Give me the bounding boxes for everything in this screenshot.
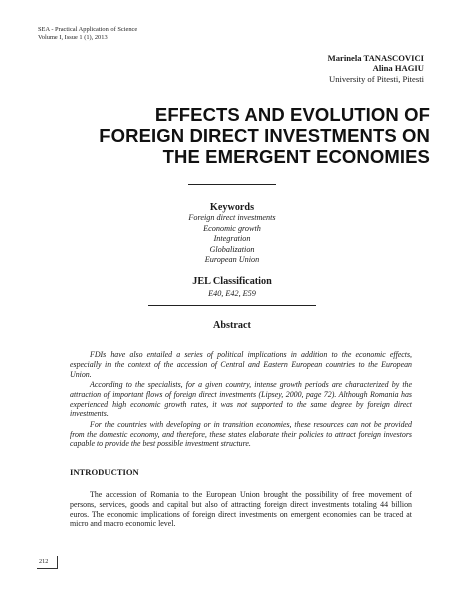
keywords-heading: Keywords [209,202,255,213]
author-block [328,53,424,84]
keyword-item: Globalization [209,244,255,254]
introduction-heading: INTRODUCTION [70,467,139,477]
abstract-heading: Abstract [213,320,251,331]
abstract-body [70,350,412,450]
keyword-item: Foreign direct investments [188,213,276,222]
keyword-item: European Union [204,255,260,265]
author-name: Alina HAGIU [372,63,424,74]
title-line: THE EMERGENT ECONOMIES [162,146,430,167]
title-line: EFFECTS AND EVOLUTION OF [154,104,430,125]
keyword-item: Integration [213,234,251,244]
journal-volume: Volume I, Issue 1 (1), 2013 [38,34,108,41]
abstract-paragraph: FDIs have also entailed a series of political implications in addition to the economic effects, especially in the context of the accession of Central and Eastern European countries to the European Union. [70,350,412,379]
keyword-item: Economic growth [203,223,261,233]
journal-header [38,26,137,42]
author-affiliation: University of Pitesti, Pitesti [328,73,424,84]
journal-name: SEA - Practical Application of Science [38,26,138,33]
divider-rule [188,184,276,185]
author-name: Marinela TANASCOVICI [327,53,424,63]
jel-codes: E40, E42, E59 [208,289,256,298]
keywords-list [0,213,464,266]
introduction-paragraph: The accession of Romania to the European Union brought the possibility of free movement of persons, services, goods and capital but also of attracting foreign direct investments totaling 44 billion euros. The economic implications of foreign direct investments on emergent economies can be traced at micro and macro economic level. [70,490,412,529]
abstract-paragraph: According to the specialists, for a given country, intense growth periods are characterized by the attraction of important flows of foreign direct investments (Lipsey, 2000, page 72). Although Romania has experienced high economic growth rates, it was not supported to the same degree by foreign direct investments. [70,379,412,419]
page-number: 212 [39,558,49,565]
title-line: FOREIGN DIRECT INVESTMENTS ON [99,125,430,146]
divider-rule [148,305,316,306]
abstract-paragraph: For the countries with developing or in transition economies, these resources can not be provided from the domestic economy, and therefore, these states elaborate their policies to attract foreign investors capable to provide the best possible investment structure. [70,419,412,449]
jel-heading: JEL Classification [192,276,272,287]
introduction-body [70,490,412,529]
paper-title [90,104,430,167]
